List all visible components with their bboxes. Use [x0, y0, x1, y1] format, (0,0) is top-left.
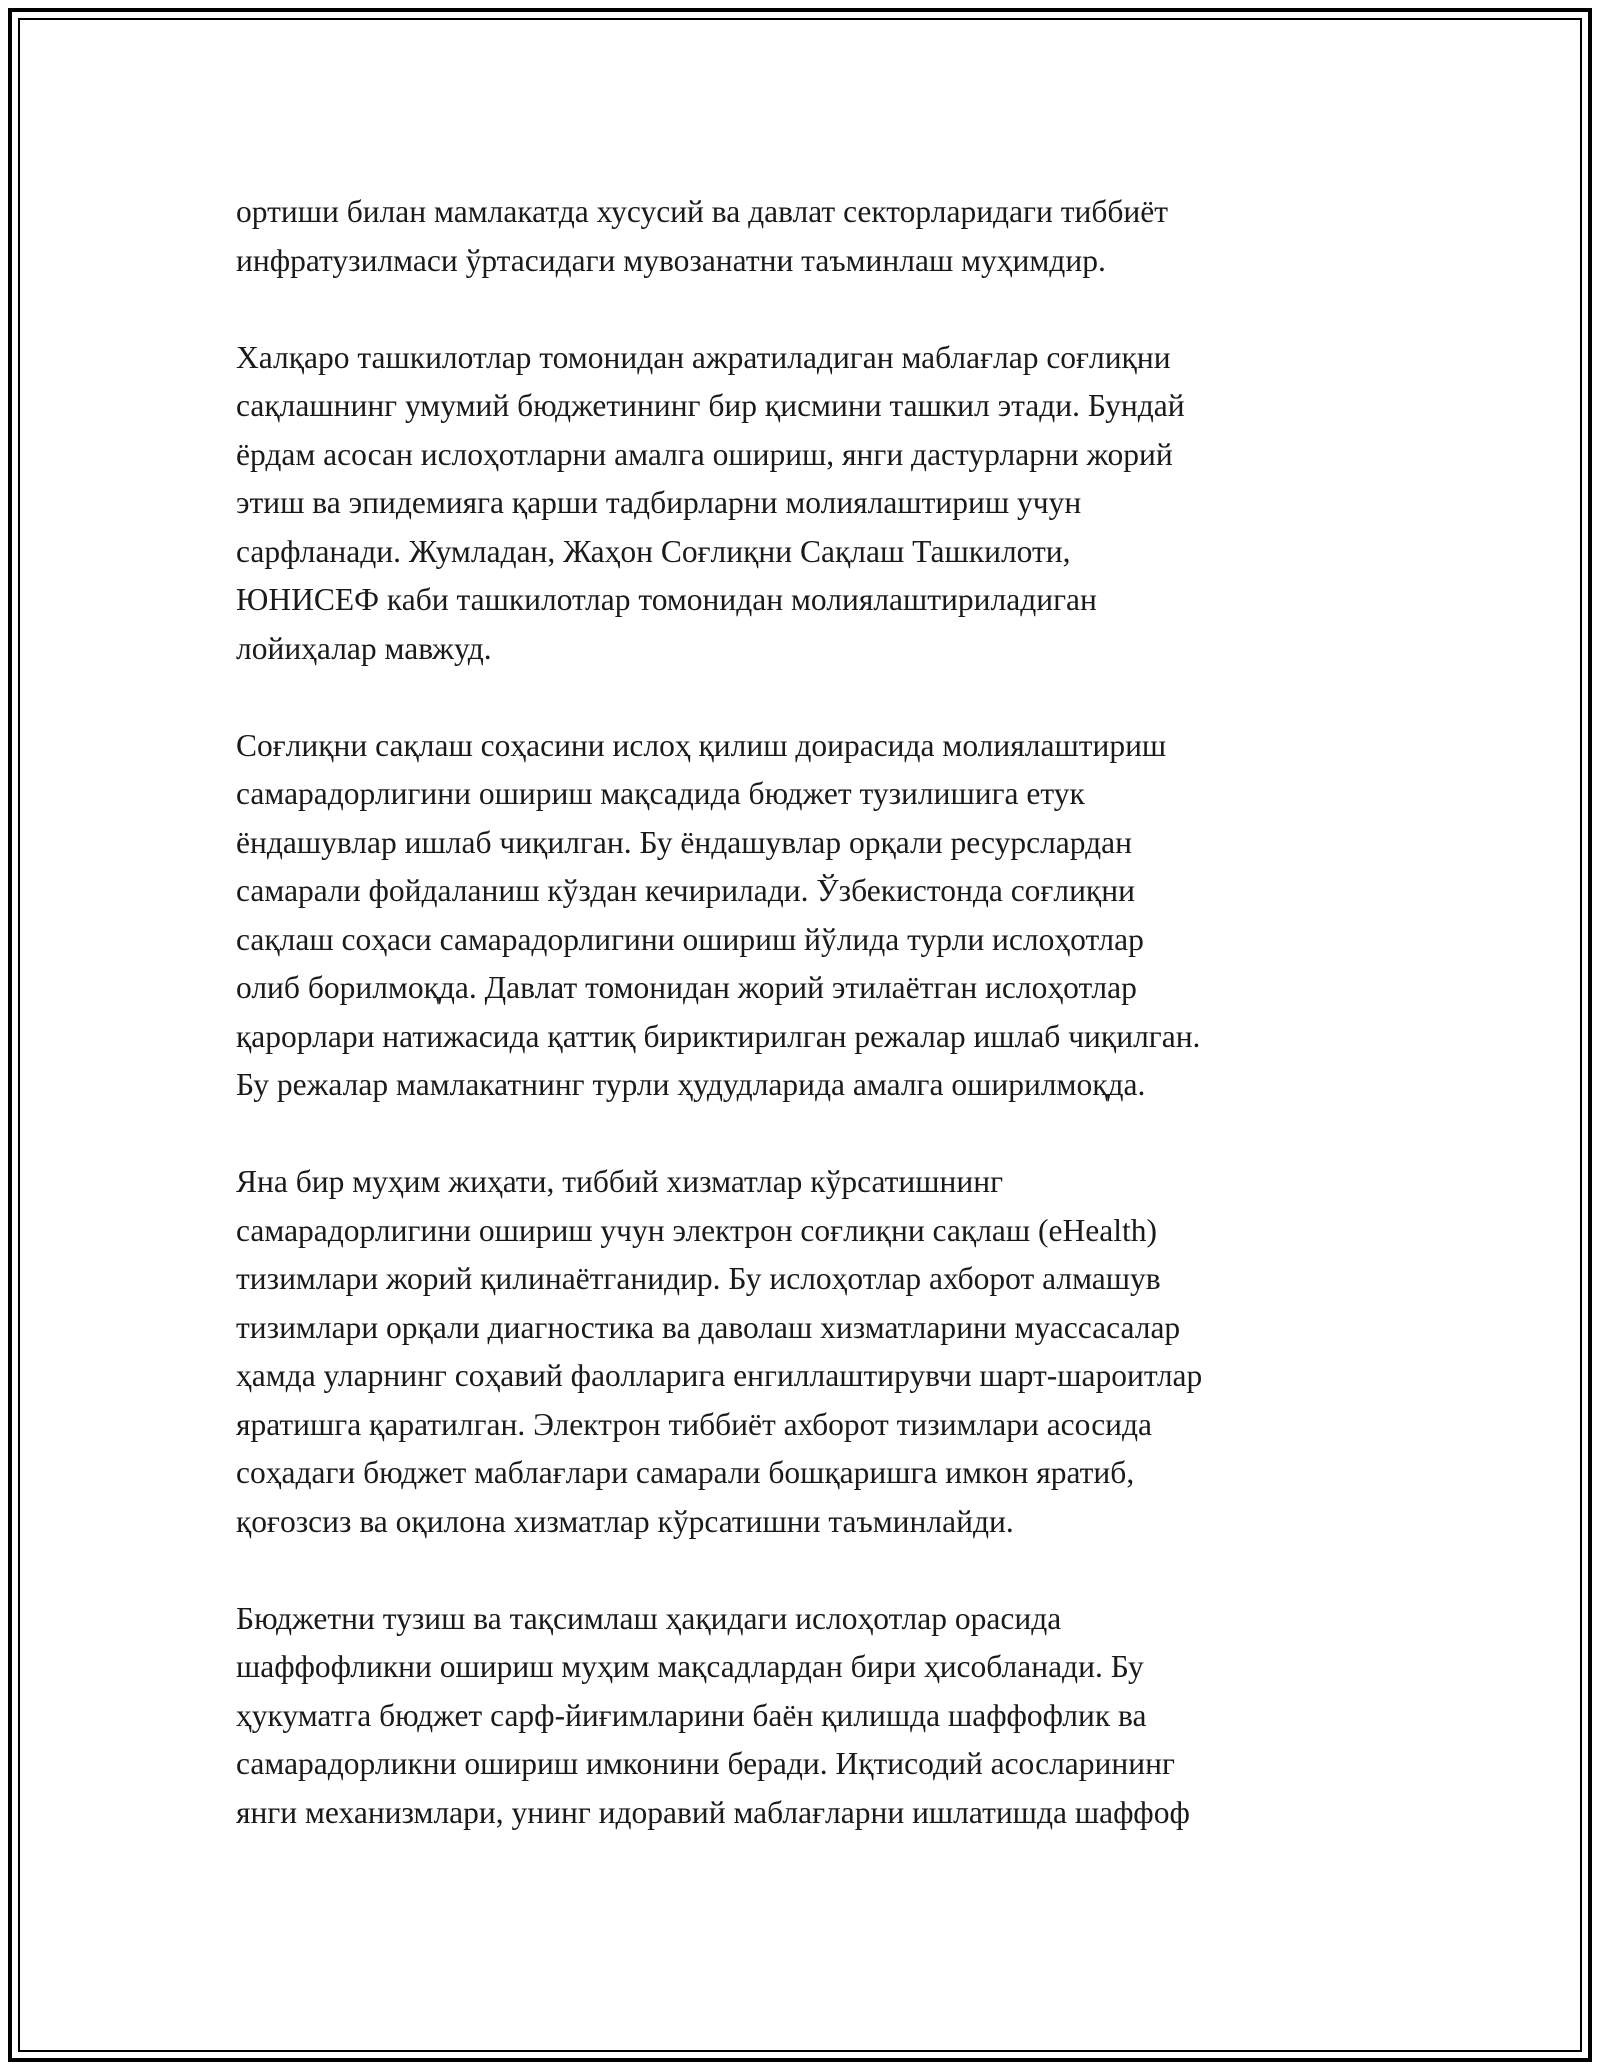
paragraph: [236, 334, 1396, 674]
text-line: тизимлари орқали диагностика ва даволаш хизматларини муассасалар: [236, 1309, 1181, 1345]
text-line: қарорлари натижасида қаттиқ бириктирилган режалар ишлаб чиқилган.: [236, 1018, 1201, 1054]
text-line: яратишга қаратилган. Электрон тиббиёт ахборот тизимлари асосида: [236, 1406, 1153, 1442]
text-line: сақлаш соҳаси самарадорлигини ошириш йўлида турли ислоҳотлар: [236, 921, 1144, 957]
text-line: лойиҳалар мавжуд.: [236, 630, 492, 666]
text-line: ЮНИСЕФ каби ташкилотлар томонидан молиялаштириладиган: [236, 582, 1097, 617]
text-line: ҳамда уларнинг соҳавий фаолларига енгиллаштирувчи шарт-шароитлар: [236, 1358, 1203, 1393]
text-line: қоғозсиз ва оқилона хизматлар кўрсатишни таъминлайди.: [236, 1503, 1014, 1539]
text-line: соҳадаги бюджет маблағлари самарали бошқаришга имкон яратиб,: [236, 1455, 1135, 1490]
text-line: инфратузилмаси ўртасидаги мувозанатни таъминлаш муҳимдир.: [236, 242, 1106, 278]
text-line: олиб борилмоқда. Давлат томонидан жорий этилаётган ислоҳотлар: [236, 970, 1137, 1005]
document-body: [236, 188, 1396, 1837]
text-line: ҳукуматга бюджет сарф-йиғимларини баён қилишда шаффофлик ва: [236, 1697, 1147, 1733]
text-line: этиш ва эпидемияга қарши тадбирларни молиялаштириш учун: [236, 485, 1082, 520]
paragraph: [236, 1158, 1396, 1546]
text-line: Соғлиқни сақлаш соҳасини ислоҳ қилиш доирасида молиялаштириш: [236, 727, 1167, 763]
text-line: Яна бир муҳим жиҳати, тиббий хизматлар кўрсатишнинг: [236, 1164, 1004, 1199]
text-line: самарадорлигини ошириш мақсадида бюджет тузилишига етук: [236, 776, 1085, 811]
text-line: самарадорликни ошириш имконини беради. Иқтисодий асосларининг: [236, 1746, 1175, 1781]
paragraph: [236, 722, 1396, 1110]
text-line: янги механизмлари, унинг идоравий маблағларни ишлатишда шаффоф: [236, 1794, 1190, 1830]
paragraph: [236, 1595, 1396, 1838]
text-line: Бюджетни тузиш ва тақсимлаш ҳақидаги ислоҳотлар орасида: [236, 1600, 1062, 1636]
paragraph: [236, 188, 1396, 285]
text-line: ёрдам асосан ислоҳотларни амалга ошириш, янги дастурларни жорий: [236, 436, 1173, 472]
text-line: ёндашувлар ишлаб чиқилган. Бу ёндашувлар орқали ресурслардан: [236, 824, 1132, 860]
text-line: самарадорлигини ошириш учун электрон соғлиқни сақлаш (eHealth): [236, 1212, 1157, 1248]
text-line: Халқаро ташкилотлар томонидан ажратиладиган маблағлар соғлиқни: [236, 339, 1171, 375]
text-line: Бу режалар мамлакатнинг турли ҳудудларида амалга оширилмоқда.: [236, 1067, 1146, 1102]
text-line: сарфланади. Жумладан, Жаҳон Соғлиқни Сақлаш Ташкилоти,: [236, 533, 1071, 569]
text-line: сақлашнинг умумий бюджетининг бир қисмини ташкил этади. Бундай: [236, 388, 1185, 423]
text-line: ортиши билан мамлакатда хусусий ва давлат секторларидаги тиббиёт: [236, 194, 1168, 229]
text-line: тизимлари жорий қилинаётганидир. Бу ислоҳотлар ахборот алмашув: [236, 1261, 1161, 1296]
text-line: шаффофликни ошириш муҳим мақсадлардан бири ҳисобланади. Бу: [236, 1649, 1144, 1684]
text-line: самарали фойдаланиш кўздан кечирилади. Ўзбекистонда соғлиқни: [236, 873, 1135, 908]
